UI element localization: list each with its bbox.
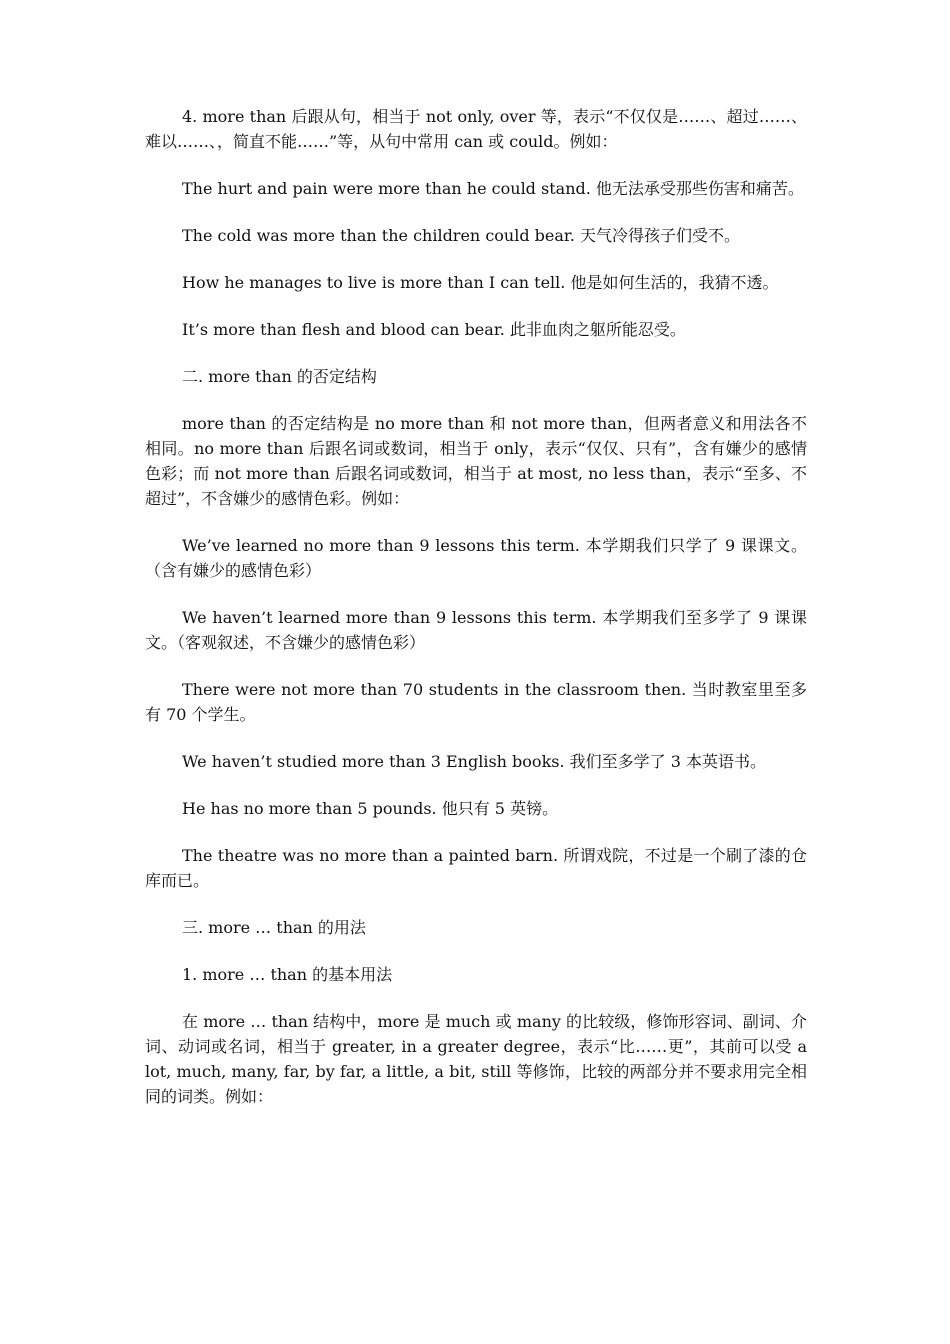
example-sentence: There were not more than 70 students in the classroom then. 当时教室里至多有 70 个学生。 <box>145 680 807 724</box>
document-body <box>145 104 807 1131</box>
example-sentence: The cold was more than the children could bear. 天气冷得孩子们受不。 <box>182 226 740 245</box>
example-sentence: The theatre was no more than a painted barn. 所谓戏院，不过是一个刷了漆的仓库而已。 <box>145 846 807 890</box>
section-heading-negative-structure: 二. more than 的否定结构 <box>182 367 377 386</box>
example-sentence: He has no more than 5 pounds. 他只有 5 英镑。 <box>182 799 559 818</box>
example-sentence: We’ve learned no more than 9 lessons this term. 本学期我们只学了 9 课课文。（含有嫌少的感情色彩） <box>145 536 807 580</box>
example-sentence: We haven’t studied more than 3 English books. 我们至多学了 3 本英语书。 <box>182 752 766 771</box>
subsection-heading-basic-usage: 1. more … than 的基本用法 <box>182 965 393 984</box>
section-heading-more-than-usage: 三. more … than 的用法 <box>182 918 366 937</box>
example-sentence: The hurt and pain were more than he could stand. 他无法承受那些伤害和痛苦。 <box>182 179 804 198</box>
example-sentence: How he manages to live is more than I can tell. 他是如何生活的，我猜不透。 <box>182 273 779 292</box>
paragraph-basic-usage: 在 more … than 结构中，more 是 much 或 many 的比较级，修饰形容词、副词、介词、动词或名词，相当于 greater, in a greater degree，表示“比……更”，其前可以受 a lot, much, many, far, by far, a little, a bit, still 等修饰，比较的两部分并不要求用完全相同的词类。例如： <box>145 1012 807 1106</box>
example-sentence: It’s more than flesh and blood can bear. 此非血肉之躯所能忍受。 <box>182 320 686 339</box>
paragraph-negative-structure: more than 的否定结构是 no more than 和 not more than，但两者意义和用法各不相同。no more than 后跟名词或数词，相当于 only，表示“仅仅、只有”，含有嫌少的感情色彩；而 not more than 后跟名词或数词，相当于 at most, no less than，表示“至多、不超过”，不含嫌少的感情色彩。例如： <box>145 414 807 508</box>
paragraph-more-than-clause: 4. more than 后跟从句，相当于 not only, over 等，表示“不仅仅是……、超过……、难以……、，简直不能……”等，从句中常用 can 或 could。例如： <box>145 107 807 151</box>
example-sentence: We haven’t learned more than 9 lessons this term. 本学期我们至多学了 9 课课文。（客观叙述，不含嫌少的感情色彩） <box>145 608 807 652</box>
